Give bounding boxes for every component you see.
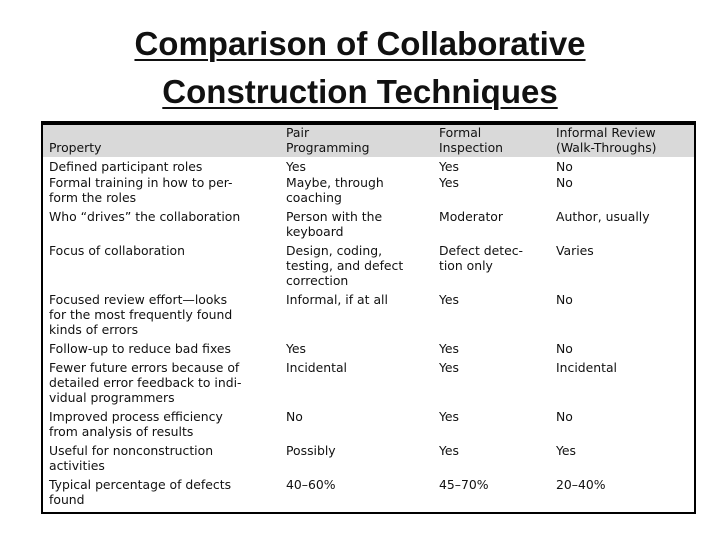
table-row (47, 341, 692, 360)
row-property: Useful for nonconstruction activities (49, 443, 214, 473)
row-formal-inspection: Yes (439, 292, 460, 307)
row-formal-inspection: Yes (439, 175, 460, 190)
row-informal-review: No (556, 292, 573, 307)
row-informal-review: No (556, 409, 573, 424)
row-pair-programming: Yes (286, 159, 307, 174)
row-pair-programming: Design, coding, testing, and defect correction (286, 243, 404, 288)
row-formal-inspection: Yes (439, 443, 460, 458)
comparison-table (47, 125, 692, 507)
row-pair-programming: No (286, 409, 303, 424)
table-row (47, 360, 692, 409)
row-pair-programming: Maybe, through coaching (286, 175, 384, 205)
row-formal-inspection: Yes (439, 409, 460, 424)
row-pair-programming: 40–60% (286, 477, 336, 492)
row-informal-review: Yes (556, 443, 577, 458)
table-row (47, 409, 692, 443)
row-formal-inspection: Yes (439, 159, 460, 174)
table-row (47, 477, 692, 507)
row-property: Improved process efficiency from analysis of results (49, 409, 223, 439)
slide-title-line-1: Comparison of Collaborative (134, 25, 586, 62)
row-formal-inspection: Yes (439, 360, 460, 375)
row-pair-programming: Possibly (286, 443, 336, 458)
row-property: Who “drives” the collaboration (49, 209, 241, 224)
header-formal-inspection: Formal Inspection (439, 125, 503, 155)
header-informal-review: Informal Review (Walk-Throughs) (556, 125, 657, 155)
row-informal-review: Varies (556, 243, 594, 258)
row-formal-inspection: Moderator (439, 209, 503, 224)
row-pair-programming: Person with the keyboard (286, 209, 383, 239)
row-pair-programming: Incidental (286, 360, 347, 375)
row-property: Defined participant roles (49, 159, 203, 174)
table-row (47, 443, 692, 477)
row-property: Focused review effort—looks for the most frequently found kinds of errors (49, 292, 233, 337)
row-informal-review: No (556, 159, 573, 174)
row-property: Follow-up to reduce bad fixes (49, 341, 232, 356)
row-property: Formal training in how to per- form the roles (49, 175, 233, 205)
table-row (47, 292, 692, 341)
row-informal-review: Incidental (556, 360, 617, 375)
row-pair-programming: Yes (286, 341, 307, 356)
slide-title (0, 20, 720, 116)
row-property: Focus of collaboration (49, 243, 185, 258)
row-informal-review: No (556, 175, 573, 190)
header-pair-programming: Pair Programming (286, 125, 370, 155)
table-row (47, 175, 692, 209)
row-informal-review: Author, usually (556, 209, 650, 224)
row-formal-inspection: Yes (439, 341, 460, 356)
table-header-row (47, 125, 692, 156)
row-informal-review: 20–40% (556, 477, 606, 492)
row-formal-inspection: 45–70% (439, 477, 489, 492)
row-formal-inspection: Defect detec- tion only (439, 243, 524, 273)
row-informal-review: No (556, 341, 573, 356)
slide-title-line-2: Construction Techniques (162, 73, 558, 110)
comparison-table-frame (41, 121, 696, 514)
table-row (47, 209, 692, 243)
row-pair-programming: Informal, if at all (286, 292, 388, 307)
table-row (47, 156, 692, 175)
table-row (47, 243, 692, 292)
row-property: Fewer future errors because of detailed error feedback to indi- vidual programmers (49, 360, 242, 405)
row-property: Typical percentage of defects found (49, 477, 232, 507)
header-property: Property (49, 140, 102, 155)
